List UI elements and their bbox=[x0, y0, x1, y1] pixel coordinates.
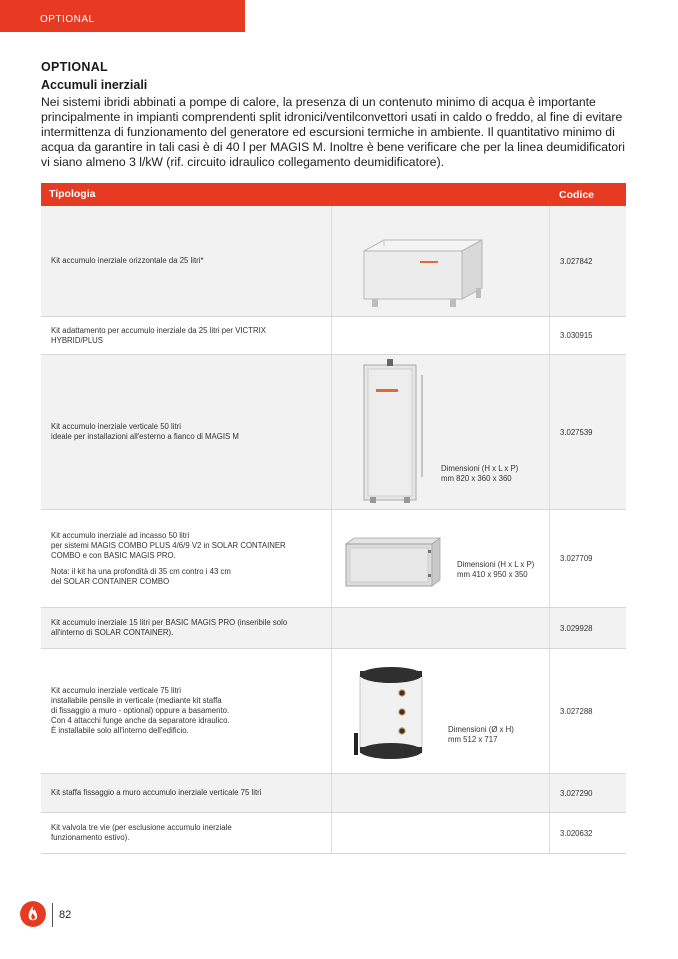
page-number: 82 bbox=[59, 909, 72, 921]
table-row bbox=[41, 355, 626, 510]
description-line: Kit accumulo inerziale verticale 75 litri bbox=[51, 686, 182, 695]
description-line: Kit accumulo inerziale verticale 50 litri bbox=[51, 422, 182, 431]
description-line: Kit accumulo inerziale ad incasso 50 litri bbox=[51, 530, 190, 540]
dimensions-title: Dimensioni (H x L x P) bbox=[457, 560, 535, 569]
dimensions-label bbox=[448, 725, 514, 745]
table-row bbox=[41, 813, 626, 854]
dimensions-value: mm 410 x 950 x 350 bbox=[457, 570, 528, 579]
description-line: di fissaggio a muro - optional) oppure a basamento. bbox=[51, 706, 230, 715]
description-line: Kit adattamento per accumulo inerziale da 25 litri per VICTRIX bbox=[51, 325, 266, 335]
dimensions-value: mm 820 x 360 x 360 bbox=[441, 474, 512, 483]
row-code: 3.027290 bbox=[560, 788, 593, 798]
row-code: 3.027709 bbox=[560, 554, 593, 563]
row-image-cell bbox=[331, 813, 550, 853]
section-title: OPTIONAL bbox=[41, 60, 108, 74]
description-line: Con 4 attacchi funge anche da separatore idraulico. bbox=[51, 716, 230, 725]
table-header bbox=[41, 183, 626, 206]
intro-paragraph: Nei sistemi ibridi abbinati a pompe di calore, la presenza di un contenuto minimo di acqua è importante principalmente in impianti comprendenti split idronici/ventilconvettori usati in caldo o freddo, al fine di evitare intermittenza di funzionamento del generatore ed escursioni termiche in ambiente. Il quantitativo minimo di acqua da garantire in tali casi è di 40 l per MAGIS M. Inoltre è bene verificare che per la linea deumidificatori vi siano almeno 3 l/kW (rif. circuito idraulico collegamento deumidificatore). bbox=[41, 95, 625, 169]
dimensions-label bbox=[441, 464, 518, 484]
cylindrical-tank-image bbox=[350, 649, 440, 773]
note-line: del SOLAR CONTAINER COMBO bbox=[51, 576, 170, 586]
dimensions-title: Dimensioni (Ø x H) bbox=[448, 725, 514, 734]
table-row bbox=[41, 774, 626, 813]
brand-flame-logo bbox=[20, 901, 46, 927]
row-code: 3.027539 bbox=[560, 427, 593, 437]
description-line: Kit valvola tre vie (per esclusione accumulo inerziale bbox=[51, 823, 232, 832]
row-description bbox=[41, 774, 331, 812]
row-image-cell bbox=[331, 355, 550, 509]
table-row bbox=[41, 206, 626, 317]
row-description bbox=[41, 355, 331, 509]
description-line: Kit accumulo inerziale orizzontale da 25 litri* bbox=[51, 256, 204, 265]
description-line: Kit staffa fissaggio a muro accumulo inerziale verticale 75 litri bbox=[51, 788, 262, 797]
row-image-cell bbox=[331, 206, 550, 316]
row-description bbox=[41, 608, 331, 648]
note-line: Nota: il kit ha una profondità di 35 cm contro i 43 cm bbox=[51, 566, 231, 576]
column-header-code: Codice bbox=[559, 189, 595, 201]
row-code: 3.020632 bbox=[560, 828, 593, 838]
description-line: Kit accumulo inerziale 15 litri per BASIC MAGIS PRO (inseribile solo bbox=[51, 618, 288, 627]
table-row bbox=[41, 510, 626, 608]
table-row bbox=[41, 649, 626, 774]
vertical-tank-image bbox=[346, 355, 446, 509]
row-image-cell bbox=[331, 510, 550, 607]
description-line: COMBO e con BASIC MAGIS PRO. bbox=[51, 550, 176, 560]
row-image-cell bbox=[331, 317, 550, 354]
accessories-table bbox=[41, 183, 626, 854]
description-line: installabile pensile in verticale (mediante kit staffa bbox=[51, 696, 222, 705]
description-line: È installabile solo all'interno dell'edificio. bbox=[51, 726, 189, 735]
row-image-cell bbox=[331, 774, 550, 812]
header-tab-label: OPTIONAL bbox=[40, 14, 95, 25]
description-line: ideale per installazioni all'esterno a fianco di MAGIS M bbox=[51, 432, 239, 441]
description-line: funzionamento estivo). bbox=[51, 833, 130, 842]
row-description bbox=[41, 317, 331, 354]
description-line: per sistemi MAGIS COMBO PLUS 4/6/9 V2 in SOLAR CONTAINER bbox=[51, 540, 286, 550]
row-description bbox=[41, 649, 331, 773]
description-line: HYBRID/PLUS bbox=[51, 335, 103, 345]
dimensions-label bbox=[457, 560, 534, 580]
row-code: 3.029928 bbox=[560, 623, 593, 633]
horizontal-tank-image bbox=[332, 206, 549, 316]
row-image-cell bbox=[331, 608, 550, 648]
row-code: 3.030915 bbox=[560, 331, 593, 340]
column-header-type: Tipologia bbox=[49, 188, 96, 200]
builtin-tank-image bbox=[340, 510, 452, 607]
footer-separator bbox=[52, 903, 53, 927]
dimensions-title: Dimensioni (H x L x P) bbox=[441, 464, 519, 473]
row-description bbox=[41, 206, 331, 316]
row-description bbox=[41, 813, 331, 853]
row-code: 3.027288 bbox=[560, 706, 593, 716]
description-line: all'interno di SOLAR CONTAINER). bbox=[51, 628, 174, 637]
table-row bbox=[41, 608, 626, 649]
row-image-cell bbox=[331, 649, 550, 773]
table-row bbox=[41, 317, 626, 355]
dimensions-value: mm 512 x 717 bbox=[448, 735, 498, 744]
row-description bbox=[41, 510, 331, 607]
row-code: 3.027842 bbox=[560, 256, 593, 266]
section-subtitle: Accumuli inerziali bbox=[41, 78, 148, 92]
header-tab bbox=[0, 0, 245, 32]
